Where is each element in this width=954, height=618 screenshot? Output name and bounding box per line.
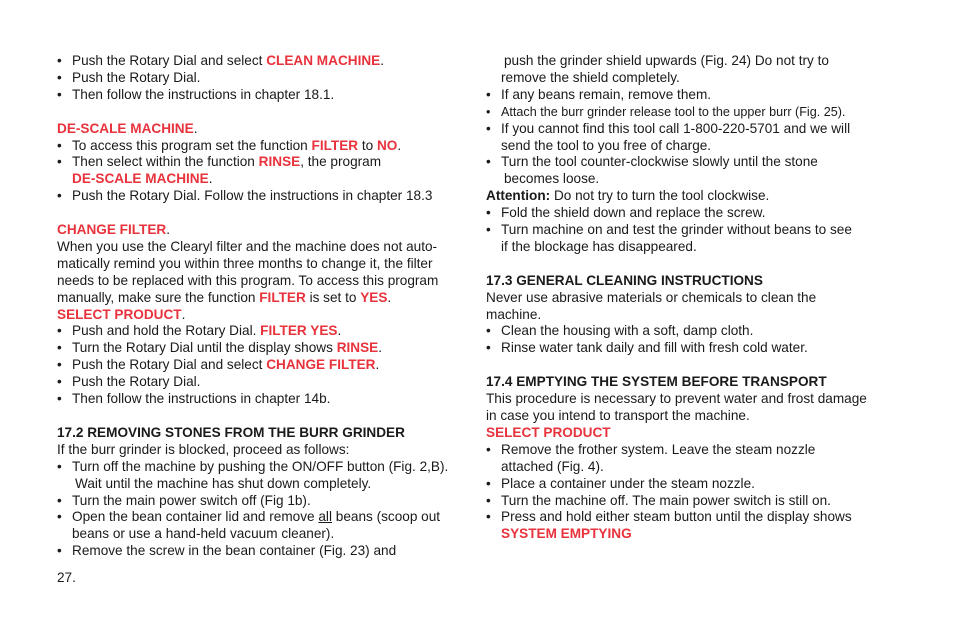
right-column — [486, 53, 896, 543]
list-item: • Turn the tool counter-clockwise slowly until the stone — [486, 154, 896, 171]
list-item-continuation: if the blockage has disappeared. — [501, 238, 697, 254]
paragraph-line: matically remind you within three months to change it, the filter — [57, 255, 433, 271]
select-product-heading: SELECT PRODUCT — [486, 424, 611, 440]
list-item: • Turn the Rotary Dial until the display shows RINSE. — [57, 340, 467, 357]
list-item: • Clean the housing with a soft, damp cloth. — [486, 323, 896, 340]
attention-note: Attention: Do not try to turn the tool clockwise. — [486, 188, 770, 204]
list-item: • Remove the screw in the bean container (Fig. 23) and — [57, 543, 467, 560]
list-item: • Turn the machine off. The main power switch is still on. — [486, 493, 896, 510]
left-column — [57, 53, 467, 560]
paragraph-line: This procedure is necessary to prevent water and frost damage — [486, 391, 867, 407]
list-item: • Then follow the instructions in chapter 18.1. — [57, 87, 467, 104]
paragraph-line: manually, make sure the function FILTER is set to YES. — [57, 289, 392, 305]
section-heading-17-2: 17.2 REMOVING STONES FROM THE BURR GRINDER — [57, 424, 405, 440]
paragraph-line: If the burr grinder is blocked, proceed as follows: — [57, 441, 350, 457]
paragraph-line: Never use abrasive materials or chemicals to clean the — [486, 289, 817, 305]
list-item: • Fold the shield down and replace the screw. — [486, 205, 896, 222]
list-item: • Push the Rotary Dial. — [57, 374, 467, 391]
list-item-continuation: attached (Fig. 4). — [501, 458, 604, 474]
list-item: • Push the Rotary Dial and select CHANGE FILTER. — [57, 357, 467, 374]
list-item-continuation: send the tool to you free of charge. — [501, 137, 712, 153]
list-item-continuation: beans or use a hand-held vacuum cleaner). — [72, 526, 335, 542]
select-product-heading: SELECT PRODUCT. — [57, 306, 186, 322]
list-item: • Push and hold the Rotary Dial. FILTER YES. — [57, 323, 467, 340]
list-item: • If you cannot find this tool call 1-800-220-5701 and we will — [486, 121, 896, 138]
list-item-continuation: becomes loose. — [504, 171, 600, 187]
list-item: • To access this program set the function FILTER to NO. — [57, 138, 467, 155]
list-item: • Open the bean container lid and remove all beans (scoop out — [57, 509, 467, 526]
list-item: • Place a container under the steam nozzle. — [486, 476, 896, 493]
descale-heading: DE-SCALE MACHINE. — [57, 120, 198, 136]
paragraph-line: in case you intend to transport the machine. — [486, 408, 750, 423]
paragraph-line: When you use the Clearyl filter and the machine does not auto- — [57, 238, 438, 254]
list-item: • Turn machine on and test the grinder without beans to see — [486, 222, 896, 239]
list-item: • Then select within the function RINSE, the program — [57, 154, 467, 171]
list-item: • Rinse water tank daily and fill with fresh cold water. — [486, 340, 896, 357]
list-item: • Turn off the machine by pushing the ON/OFF button (Fig. 2,B). — [57, 459, 467, 476]
section-heading-17-4: 17.4 EMPTYING THE SYSTEM BEFORE TRANSPORT — [486, 374, 827, 390]
list-item: • Push the Rotary Dial and select CLEAN MACHINE. — [57, 53, 467, 70]
list-item: • Push the Rotary Dial. Follow the instructions in chapter 18.3 — [57, 188, 467, 205]
list-item-continuation: remove the shield completely. — [501, 69, 680, 85]
list-item: • If any beans remain, remove them. — [486, 87, 896, 104]
list-item: • Push the Rotary Dial. — [57, 70, 467, 87]
page-number: 27. — [57, 570, 76, 585]
list-item: • Then follow the instructions in chapter 14b. — [57, 391, 467, 408]
system-emptying-label: SYSTEM EMPTYING — [501, 526, 632, 542]
paragraph-line: needs to be replaced with this program. To access this program — [57, 272, 439, 288]
change-filter-heading: CHANGE FILTER. — [57, 222, 171, 238]
list-item: • Press and hold either steam button until the display shows — [486, 509, 896, 526]
list-item-continuation: DE-SCALE MACHINE. — [72, 171, 213, 187]
list-item-continuation: push the grinder shield upwards (Fig. 24) Do not try to — [504, 53, 829, 68]
list-item: • Attach the burr grinder release tool to the upper burr (Fig. 25). — [486, 104, 896, 121]
list-item-continuation: Wait until the machine has shut down completely. — [75, 475, 372, 491]
list-item: • Turn the main power switch off (Fig 1b). — [57, 493, 467, 510]
list-item: • Remove the frother system. Leave the steam nozzle — [486, 442, 896, 459]
paragraph-line: machine. — [486, 306, 542, 322]
section-heading-17-3: 17.3 GENERAL CLEANING INSTRUCTIONS — [486, 272, 763, 288]
